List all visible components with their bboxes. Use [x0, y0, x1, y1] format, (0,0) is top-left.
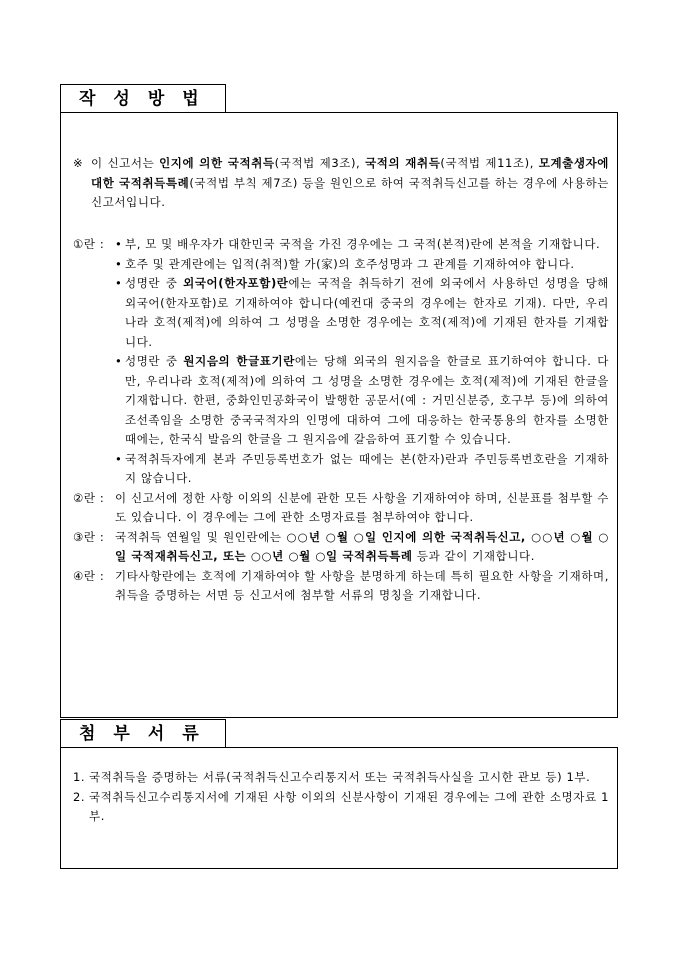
attachment-num: 1.	[73, 770, 86, 784]
item-1-label: ①란 :	[73, 237, 105, 251]
attachment-num: 2.	[73, 789, 86, 804]
bullet-icon: •	[115, 237, 123, 251]
item-2	[73, 489, 609, 528]
intro-note	[73, 154, 609, 213]
note-part: 이 신고서는	[91, 156, 160, 170]
note-part: (국적법 부칙 제7조) 등을 원인으로 하여 국적취득신고를 하는 경우에 사용하는 신고서입니다.	[91, 175, 609, 209]
bullet-text: 부, 모 및 배우자가 대한민국 국적을 가진 경우에는 그 국적(본적)란에 본적을 기재합니다.	[125, 237, 601, 251]
note-bold: 인지에 의한 국적취득	[159, 156, 275, 170]
bullet-bold: 원지음의 한글표기란	[183, 354, 295, 368]
note-part: (국적법 제3조),	[274, 156, 366, 170]
bullet-text: 성명란 중	[125, 276, 184, 290]
item-2-label: ②란 :	[73, 490, 105, 505]
bullet-text: 호주 및 관계란에는 입적(취적)할 가(家)의 호주성명과 그 관계를 기재하여야 합니다.	[125, 256, 575, 271]
note-text	[91, 154, 609, 213]
note-bold: 모계출생자에 대한 국적취득특례	[91, 156, 610, 190]
item-3-part: 등과 같이 기재합니다.	[412, 549, 536, 563]
note-part: (국적법 제11조),	[440, 156, 539, 170]
item-4	[73, 567, 609, 606]
bullet-icon: •	[115, 256, 123, 271]
bullet-icon: •	[115, 276, 123, 290]
item-3-text	[115, 528, 609, 567]
item-4-text: 기타사항란에는 호적에 기재하여야 할 사항을 분명하게 하는데 특히 필요한 사항을 기재하며, 취득을 증명하는 서면 등 신고서에 첨부할 서류의 명칭을 기재합니다.	[115, 568, 609, 602]
item-3-part: 국적취득 연월일 및 원인란에는	[115, 529, 287, 544]
item-1-bullet-3	[115, 274, 609, 352]
note-bold: 국적의 재취득	[365, 156, 441, 170]
item-1-bullet-2	[115, 255, 609, 275]
item-3-label: ③란 :	[73, 529, 105, 544]
bullet-text: 에는 당해 외국의 원지음을 한글로 표기하여야 합니다. 다만, 우리나라 호적(제적)에 의하여 그 성명을 소명한 경우에는 호적(제적)에 기재된 한글을 기재합니다. 한편, 중화인민공화국이 발행한 공문서(예 : 거민신분증, 호구부 등)에 의하여 조선족임을 소명한 중국국적자의 인명에 대하여 그에 대응하는 한국통용의 한자를 소명한 때에는, 한국식 발음의 한글을 그 원지음에 갈음하여 표기할 수 있습니다.	[125, 354, 609, 446]
item-2-text: 이 신고서에 정한 사항 이외의 신분에 관한 모든 사항을 기재하여야 하며, 신분표를 첨부할 수도 있습니다. 이 경우에는 그에 관한 소명자료를 첨부하여야 합니다.	[115, 490, 609, 524]
item-1-bullet-5	[115, 450, 609, 489]
attachment-text: 국적취득을 증명하는 서류(국적취득신고수리통지서 또는 국적취득사실을 고시한 관보 등) 1부.	[89, 770, 591, 784]
note-mark: ※	[73, 156, 84, 170]
item-3-bold: ○○년 ○월 ○일 인지에 의한 국적취득신고, ○○년 ○월 ○일 국적재취득신고, 또는 ○○년 ○월 ○일 국적취득특례	[115, 529, 609, 563]
item-1-bullet-1	[115, 235, 609, 255]
bullet-icon: •	[115, 451, 123, 466]
item-1-bullet-4	[115, 352, 609, 450]
item-1	[73, 235, 609, 606]
bullet-icon: •	[115, 354, 123, 368]
item-3	[73, 528, 609, 567]
item-4-label: ④란 :	[73, 568, 105, 583]
bullet-text: 성명란 중	[125, 354, 184, 368]
attachment-item	[73, 768, 609, 788]
section-title-attachments: 첨부서류	[60, 719, 226, 748]
bullet-bold: 외국어(한자포함)란	[183, 276, 289, 290]
attachment-text: 국적취득신고수리통지서에 기재된 사항 이외의 신분사항이 기재된 경우에는 그에 관한 소명자료 1부.	[89, 789, 609, 823]
bullet-text: 국적취득자에게 본과 주민등록번호가 없는 때에는 본(한자)란과 주민등록번호란을 기재하지 않습니다.	[125, 451, 609, 485]
attachment-item	[73, 788, 609, 827]
bullet-text: 에는 국적을 취득하기 전에 외국에서 사용하던 성명을 당해 외국어(한자포함)로 기재하여야 합니다(예컨대 중국의 경우에는 한자로 기재). 다만, 우리나라 호적(제적)에 의하여 그 성명을 소명한 경우에는 호적(제적)에 기재된 한자를 기재합니다.	[125, 276, 609, 349]
attachments-list	[73, 768, 609, 827]
section-title-writing-method: 작성방법	[60, 84, 226, 113]
